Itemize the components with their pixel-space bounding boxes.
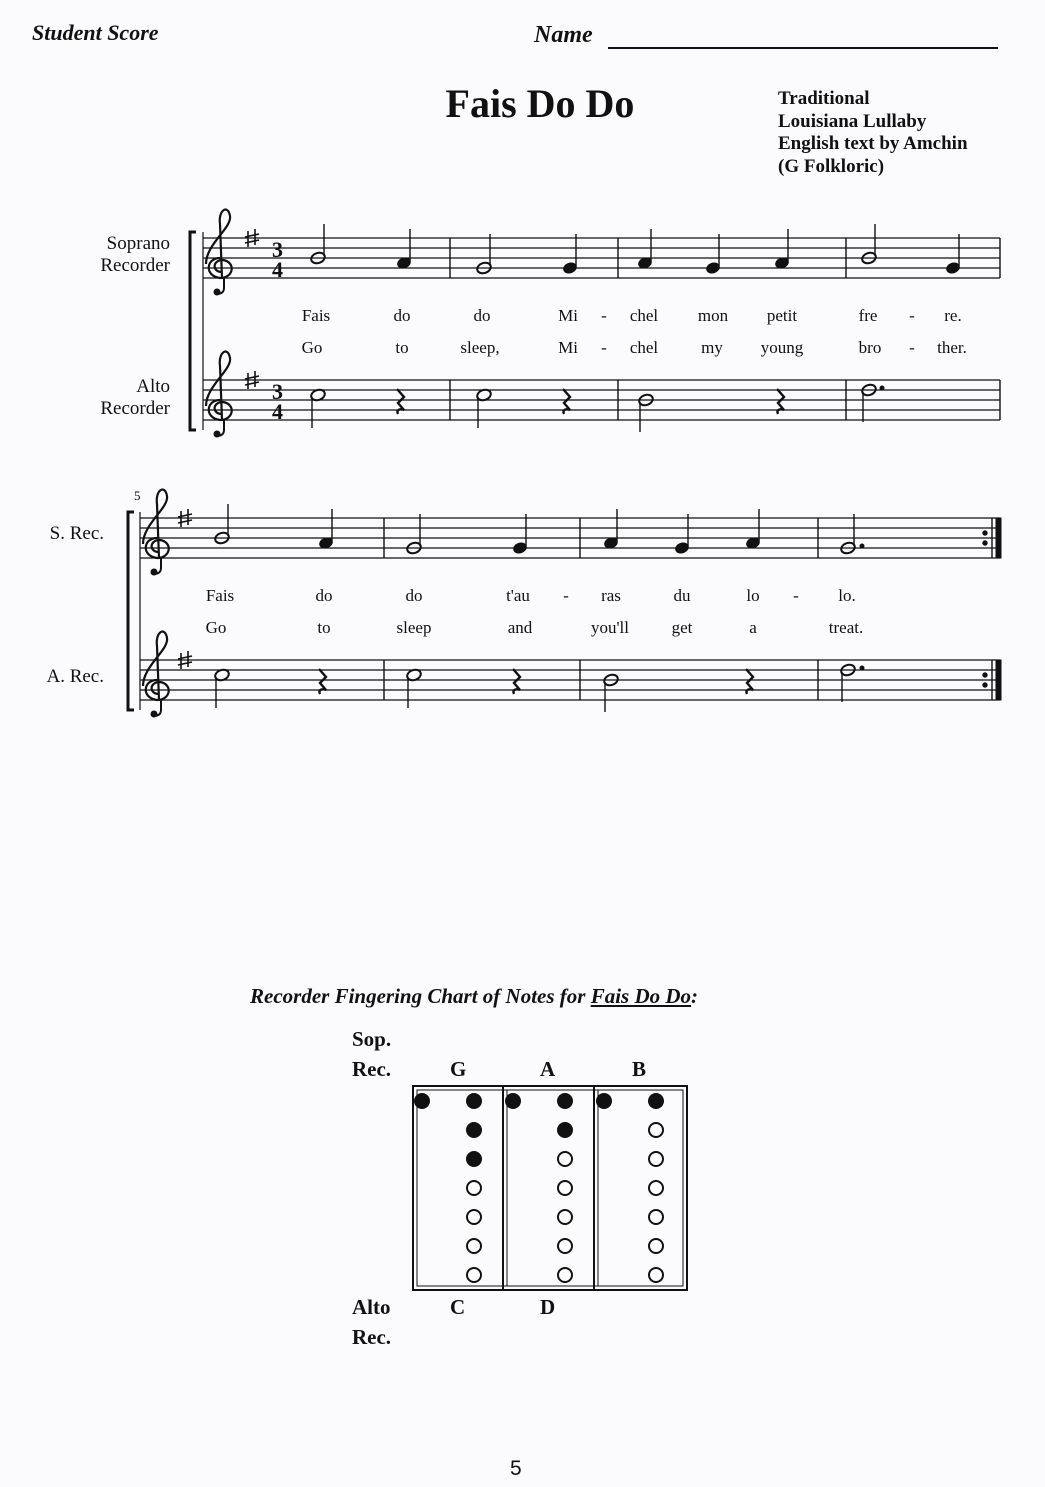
a-rec-label: A. Rec. bbox=[46, 666, 104, 687]
finger-hole-open bbox=[558, 1210, 572, 1224]
lyric-syllable: chel bbox=[629, 338, 659, 357]
time-sig-bottom: 4 bbox=[272, 257, 283, 282]
name-label: Name bbox=[534, 22, 593, 48]
finger-hole-open bbox=[467, 1268, 481, 1282]
lyric-hyphen: - bbox=[793, 586, 799, 605]
lyric-syllable: sleep, bbox=[460, 338, 500, 357]
lyric-syllable: do bbox=[405, 586, 423, 605]
student-score-label: Student Score bbox=[32, 20, 159, 45]
note-label-g: G bbox=[450, 1057, 467, 1081]
lyric-syllable: young bbox=[760, 338, 804, 357]
finger-hole-closed bbox=[467, 1123, 481, 1137]
lyric-syllable: to bbox=[317, 618, 331, 637]
lyric-hyphen: - bbox=[601, 338, 607, 357]
thumb-hole-closed bbox=[506, 1094, 520, 1108]
finger-hole-closed bbox=[649, 1094, 663, 1108]
lyric-syllable: my bbox=[701, 338, 723, 357]
lyric-syllable: mon bbox=[697, 306, 729, 325]
sop-rec-label: Sop. Rec. bbox=[352, 1027, 392, 1081]
lyric-syllable: treat. bbox=[828, 618, 864, 637]
time-sig-bottom: 4 bbox=[272, 399, 283, 424]
lyric-syllable: Fais bbox=[205, 586, 235, 605]
lyric-hyphen: - bbox=[563, 586, 569, 605]
fingering-chart bbox=[410, 1083, 690, 1293]
finger-hole-open bbox=[558, 1181, 572, 1195]
lyric-syllable: and bbox=[507, 618, 533, 637]
time-sig-top: 3 bbox=[272, 379, 283, 404]
finger-hole-closed bbox=[467, 1152, 481, 1166]
alto-rec-label: Alto Rec. bbox=[352, 1295, 392, 1349]
finger-hole-open bbox=[558, 1268, 572, 1282]
lyric-syllable: re. bbox=[944, 306, 962, 325]
lyric-syllable: fre bbox=[858, 306, 878, 325]
finger-hole-open bbox=[649, 1123, 663, 1137]
lyric-syllable: Fais bbox=[301, 306, 331, 325]
lyric-hyphen: - bbox=[909, 306, 915, 325]
lyric-hyphen: - bbox=[601, 306, 607, 325]
lyric-syllable: do bbox=[315, 586, 333, 605]
finger-hole-open bbox=[649, 1181, 663, 1195]
lyric-syllable: Go bbox=[301, 338, 323, 357]
lyric-syllable: lo. bbox=[838, 586, 856, 605]
finger-hole-open bbox=[649, 1210, 663, 1224]
lyric-syllable: t'au bbox=[506, 586, 530, 605]
time-sig-top: 3 bbox=[272, 237, 283, 262]
finger-hole-open bbox=[467, 1181, 481, 1195]
note-label-a: A bbox=[540, 1057, 556, 1081]
finger-hole-open bbox=[467, 1239, 481, 1253]
lyric-syllable: Mi bbox=[558, 338, 578, 357]
lyric-syllable: to bbox=[395, 338, 409, 357]
note-label-b: B bbox=[632, 1057, 647, 1081]
note-label-d: D bbox=[540, 1295, 556, 1319]
finger-hole-closed bbox=[558, 1123, 572, 1137]
lyric-syllable: ras bbox=[601, 586, 621, 605]
lyric-syllable: ther. bbox=[937, 338, 967, 357]
finger-hole-open bbox=[558, 1152, 572, 1166]
credit-line: Louisiana Lullaby bbox=[778, 110, 927, 132]
lyric-syllable: you'll bbox=[590, 618, 630, 637]
credit-line: (G Folkloric) bbox=[778, 155, 885, 177]
finger-hole-open bbox=[649, 1268, 663, 1282]
note-label-c: C bbox=[450, 1295, 466, 1319]
piece-name: Fais Do Do bbox=[590, 984, 692, 1008]
lyric-syllable: do bbox=[473, 306, 491, 325]
page-number: 5 bbox=[510, 1457, 522, 1480]
finger-hole-open bbox=[467, 1210, 481, 1224]
finger-hole-open bbox=[649, 1152, 663, 1166]
lyric-syllable: chel bbox=[629, 306, 659, 325]
page-title: Fais Do Do bbox=[445, 81, 635, 126]
s-rec-label: S. Rec. bbox=[49, 523, 104, 544]
system-2 bbox=[128, 490, 1001, 718]
finger-hole-closed bbox=[558, 1094, 572, 1108]
lyric-syllable: petit bbox=[766, 306, 798, 325]
finger-hole-open bbox=[558, 1239, 572, 1253]
thumb-hole-closed bbox=[597, 1094, 611, 1108]
fingering-chart-title: Recorder Fingering Chart of Notes for Fais Do Do: bbox=[250, 984, 699, 1008]
lyric-syllable: lo bbox=[746, 586, 760, 605]
credit-line: Traditional bbox=[778, 88, 870, 109]
lyric-syllable: a bbox=[749, 618, 757, 637]
finger-hole-closed bbox=[467, 1094, 481, 1108]
soprano-recorder-label: Soprano Recorder bbox=[100, 233, 170, 276]
lyric-hyphen: - bbox=[909, 338, 915, 357]
system-1 bbox=[190, 210, 1000, 438]
finger-hole-open bbox=[649, 1239, 663, 1253]
lyric-syllable: do bbox=[393, 306, 411, 325]
lyric-syllable: Go bbox=[205, 618, 227, 637]
lyric-syllable: sleep bbox=[396, 618, 432, 637]
lyric-syllable: bro bbox=[858, 338, 882, 357]
lyric-syllable: Mi bbox=[558, 306, 578, 325]
credit-line: English text by Amchin bbox=[778, 133, 968, 154]
measure-number: 5 bbox=[134, 488, 141, 503]
lyric-syllable: get bbox=[671, 618, 693, 637]
alto-recorder-label: Alto Recorder bbox=[100, 376, 170, 419]
thumb-hole-closed bbox=[415, 1094, 429, 1108]
lyric-syllable: du bbox=[673, 586, 691, 605]
